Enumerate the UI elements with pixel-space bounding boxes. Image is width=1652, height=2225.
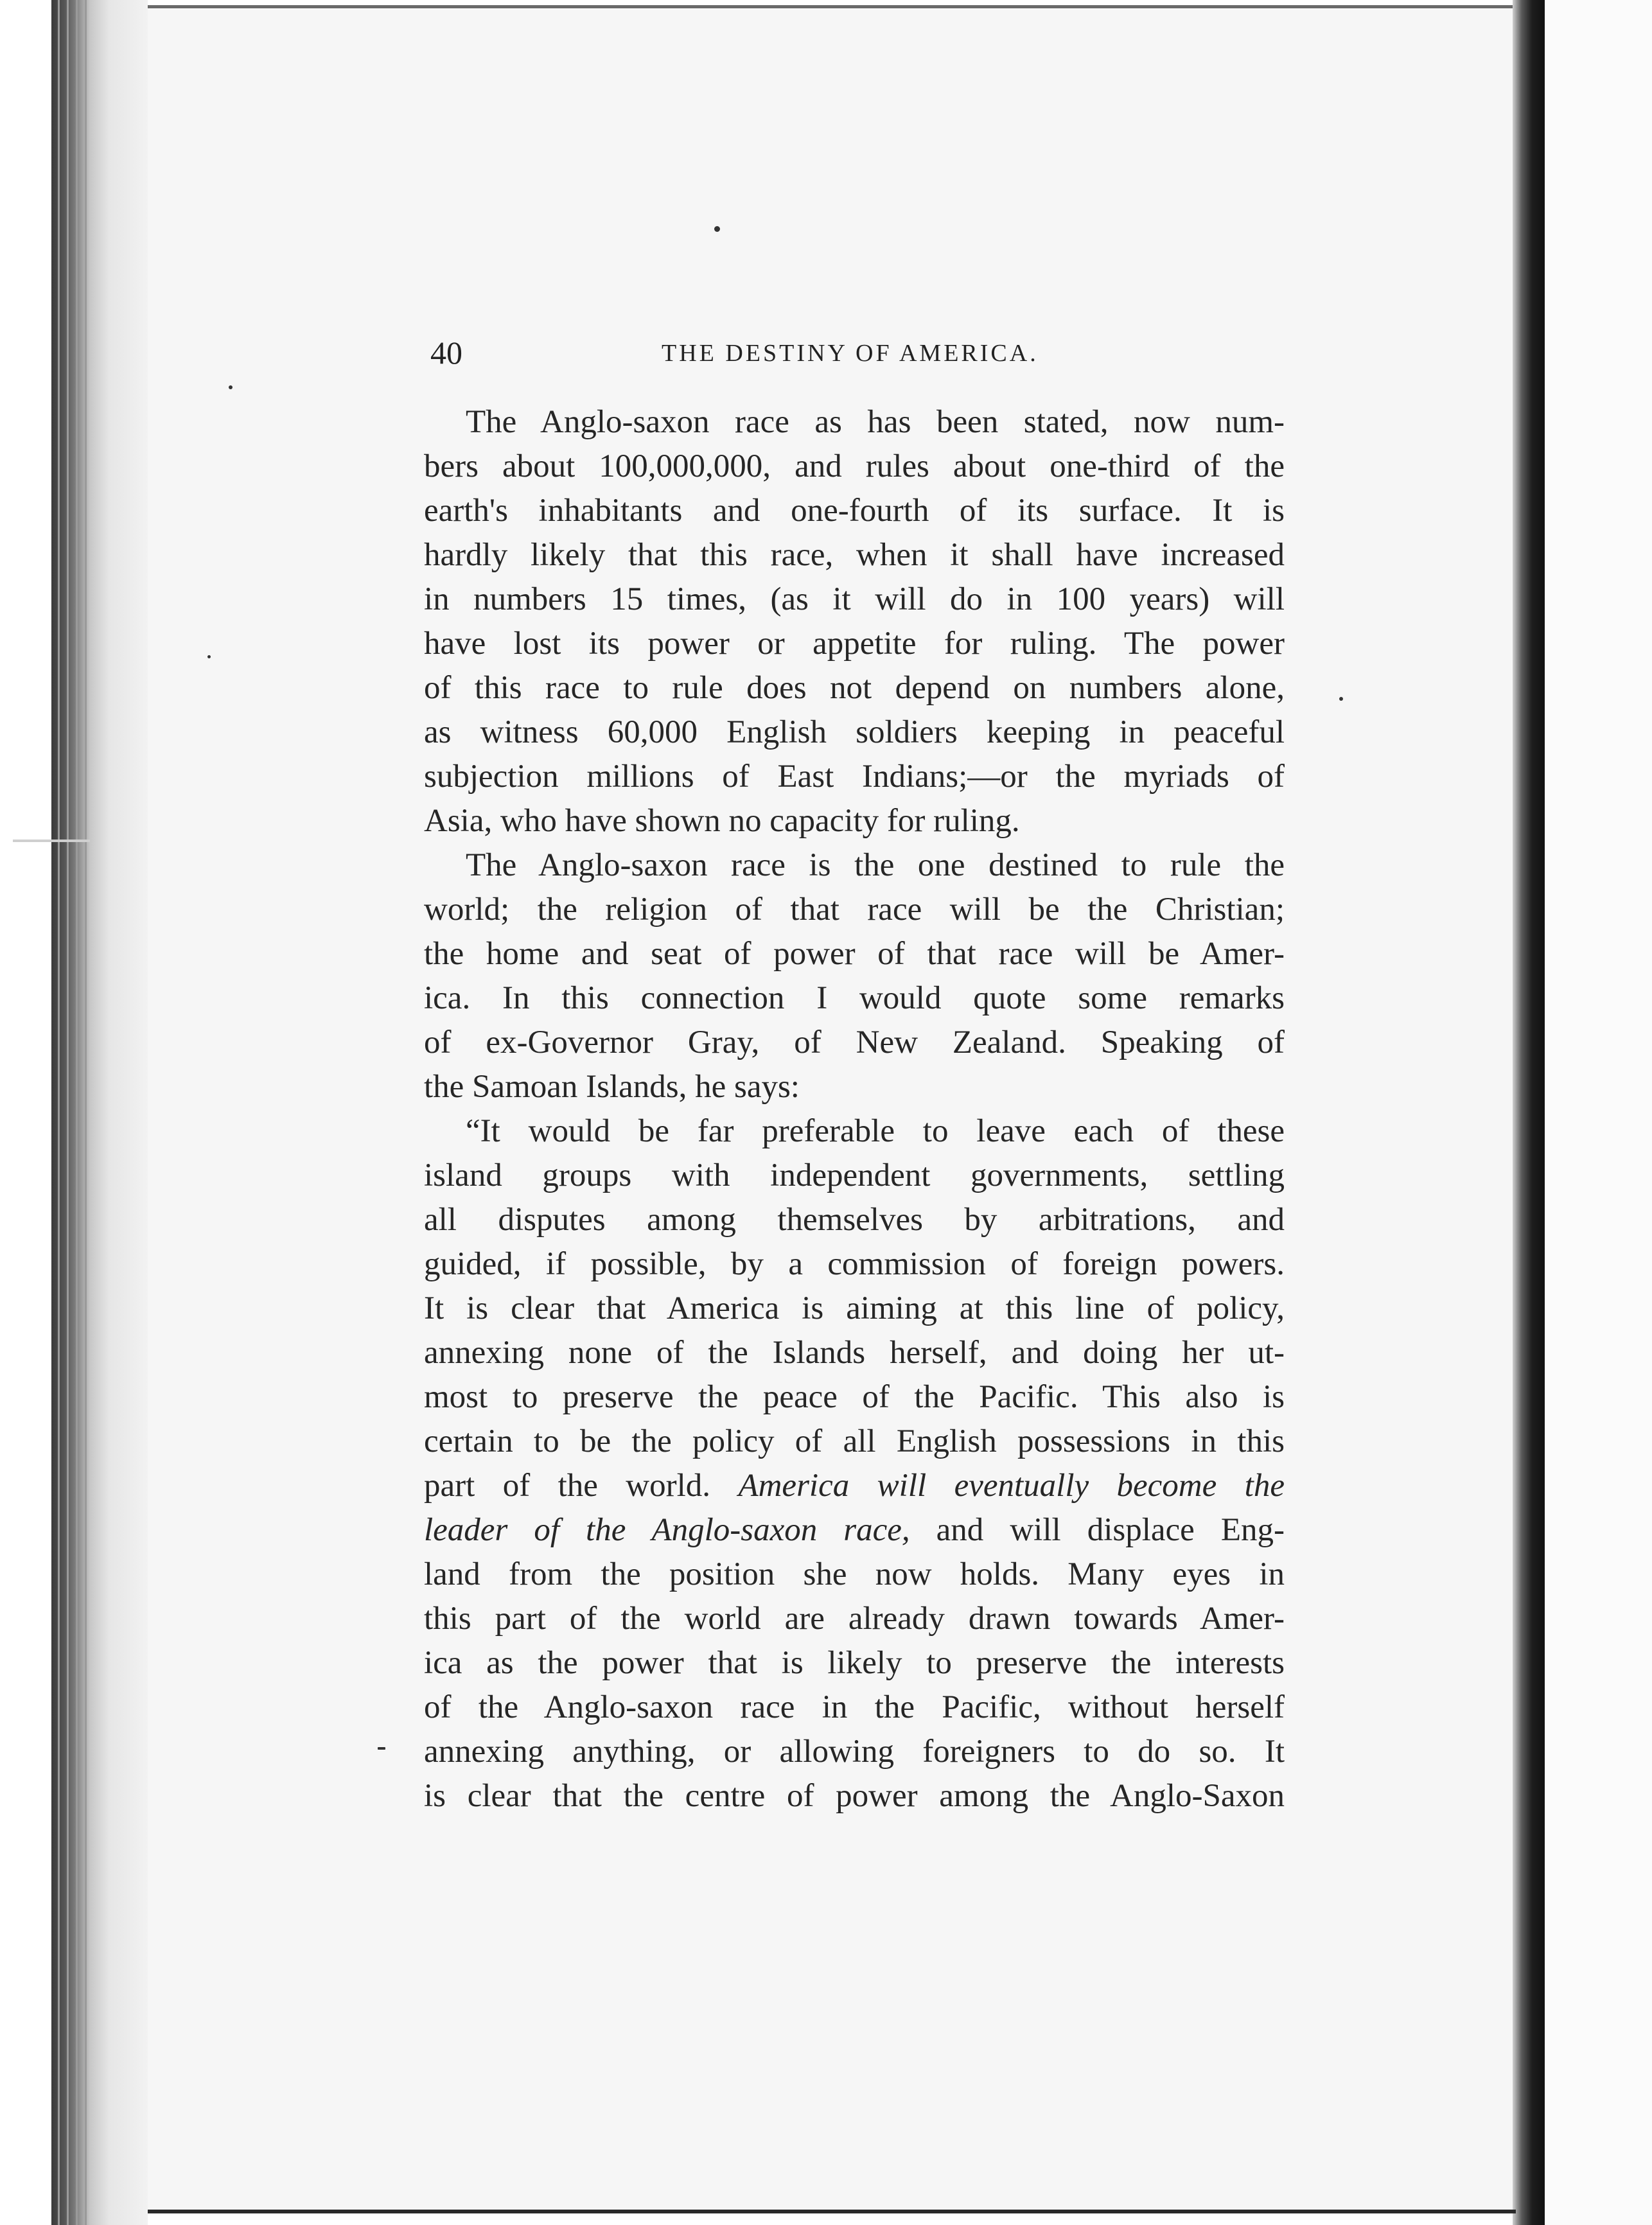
text-run: part of the world. <box>424 1468 739 1504</box>
text-line: certain to be the policy of all English possessions in this <box>424 1423 1285 1459</box>
text-line: all disputes among themselves by arbitrations, and <box>424 1202 1285 1238</box>
page-number: 40 <box>430 335 462 371</box>
text-line: in numbers 15 times, (as it will do in 100 years) will <box>424 581 1285 617</box>
page-top-edge <box>148 5 1516 8</box>
text-line: land from the position she now holds. Many eyes in <box>424 1556 1285 1592</box>
text-line: of ex-Governor Gray, of New Zealand. Speaking of <box>424 1025 1285 1060</box>
text-line: ica as the power that is likely to preserve the interests <box>424 1645 1285 1681</box>
text-line: ica. In this connection I would quote some remarks <box>424 980 1285 1016</box>
speck-mark <box>207 655 211 658</box>
text-line: is clear that the centre of power among the Anglo-Saxon <box>424 1778 1285 1814</box>
book-gutter-right <box>1513 0 1545 2225</box>
text-line: the Samoan Islands, he says: <box>424 1069 800 1105</box>
adjacent-page <box>1545 0 1652 2225</box>
text-line: of this race to rule does not depend on numbers alone, <box>424 670 1285 706</box>
text-line: “It would be far preferable to leave each of these <box>466 1113 1285 1149</box>
text-line: The Anglo-saxon race is the one destined to rule the <box>466 847 1285 883</box>
speck-mark <box>1339 697 1343 701</box>
speck-mark <box>229 385 233 389</box>
text-line <box>424 1508 1285 1552</box>
text-line: The Anglo-saxon race as has been stated, now num- <box>466 404 1285 440</box>
body-text <box>424 400 1285 1818</box>
italic-emphasis: America will eventually become the <box>738 1468 1285 1504</box>
page-bottom-edge <box>148 2210 1516 2213</box>
text-line: island groups with independent governments, settling <box>424 1157 1285 1193</box>
text-line: most to preserve the peace of the Pacific. This also is <box>424 1379 1285 1415</box>
text-line: Asia, who have shown no capacity for ruling. <box>424 803 1020 839</box>
speck-mark <box>714 226 720 232</box>
text-line: It is clear that America is aiming at this line of policy, <box>424 1290 1285 1326</box>
text-line: guided, if possible, by a commission of foreign powers. <box>424 1246 1285 1282</box>
text-line: annexing anything, or allowing foreigners to do so. It <box>424 1734 1285 1770</box>
scan-mark <box>13 840 90 842</box>
speck-mark <box>378 1747 385 1750</box>
text-line: this part of the world are already drawn towards Amer- <box>424 1601 1285 1637</box>
book-edge-left <box>51 0 148 2225</box>
text-line: world; the religion of that race will be the Christian; <box>424 892 1285 928</box>
text-line: hardly likely that this race, when it shall have increased <box>424 537 1285 573</box>
running-header <box>430 334 1285 379</box>
text-line: the home and seat of power of that race will be Amer- <box>424 936 1285 972</box>
text-line <box>424 1464 1285 1508</box>
italic-emphasis: leader of the Anglo-saxon race, <box>424 1512 910 1548</box>
text-line: as witness 60,000 English soldiers keeping in peaceful <box>424 714 1285 750</box>
text-line: have lost its power or appetite for ruling. The power <box>424 626 1285 662</box>
text-line: of the Anglo-saxon race in the Pacific, without herself <box>424 1689 1285 1725</box>
text-run: and will displace Eng- <box>909 1512 1285 1548</box>
text-line: annexing none of the Islands herself, and doing her ut- <box>424 1335 1285 1371</box>
text-line: earth's inhabitants and one-fourth of its surface. It is <box>424 493 1285 529</box>
text-line: subjection millions of East Indians;—or the myriads of <box>424 759 1285 795</box>
running-title: THE DESTINY OF AMERICA. <box>662 340 1039 367</box>
text-line: bers about 100,000,000, and rules about one-third of the <box>424 448 1285 484</box>
